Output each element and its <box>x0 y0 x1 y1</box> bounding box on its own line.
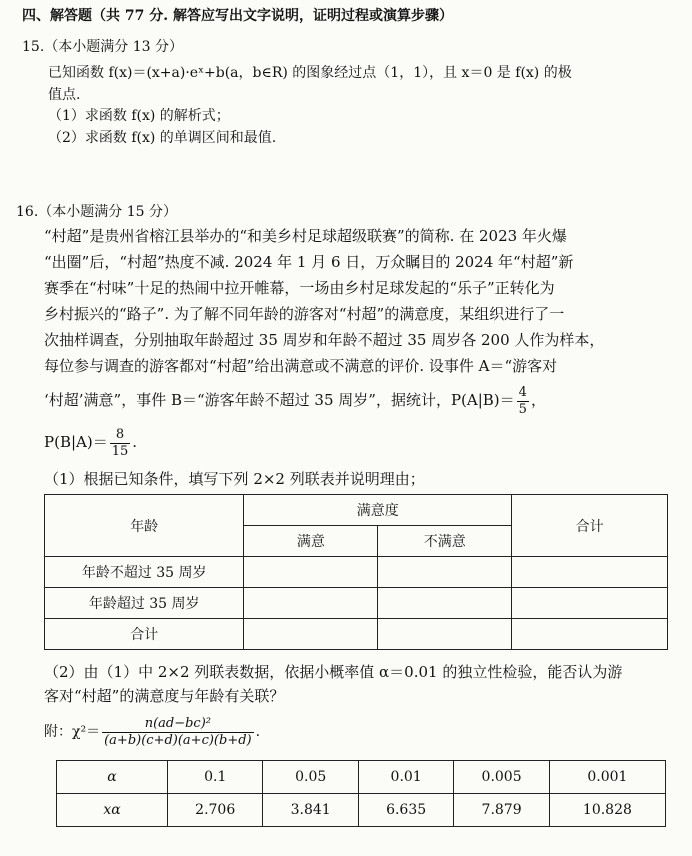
table1-cell-empty <box>378 557 512 588</box>
q15-number: 15.（本小题满分 13 分） <box>22 39 183 55</box>
formula-fraction <box>102 716 254 749</box>
table1-unsatisfied-header: 不满意 <box>378 526 512 557</box>
q16-line-3: 赛季在“村味”十足的热闹中拉开帷幕，一场由乡村足球发起的“乐子”正转化为 <box>44 279 555 297</box>
table1-cell-empty <box>378 588 512 619</box>
table1-cell-empty <box>244 557 378 588</box>
table-row <box>57 761 666 794</box>
section-header: 四、解答题（共 77 分. 解答应写出文字说明，证明过程或演算步骤） <box>22 8 453 24</box>
q15-stem-line2: 值点. <box>48 87 81 103</box>
table1-satisfied-header: 满意 <box>244 526 378 557</box>
alpha-value: 0.005 <box>454 761 549 794</box>
q15-part2: （2）求函数 f(x) 的单调区间和最值. <box>48 130 277 146</box>
table1-cell-empty <box>244 588 378 619</box>
pba-tail: . <box>132 433 138 451</box>
table-row <box>45 619 668 650</box>
alpha-value: 0.01 <box>358 761 453 794</box>
pab-numerator: 4 <box>518 384 527 400</box>
pba-text: P(B|A)＝ <box>44 433 108 451</box>
contingency-table <box>44 494 668 650</box>
q16-part2-line2: 客对“村超”的满意度与年龄有关联？ <box>44 687 285 705</box>
table1-satisfaction-header: 满意度 <box>244 495 512 526</box>
table1-cell-empty <box>378 619 512 650</box>
pba-numerator: 8 <box>110 427 131 444</box>
q15-part1: （1）求函数 f(x) 的解析式； <box>48 108 230 124</box>
q16-part2-line1: （2）由（1）中 2×2 列联表数据，依据小概率值 α＝0.01 的独立性检验，能否认为游 <box>44 663 623 681</box>
x-alpha-value: 2.706 <box>168 794 263 827</box>
table1-total-header: 合计 <box>512 495 668 557</box>
table1-age-header: 年龄 <box>45 495 244 557</box>
formula-numerator: n(ad−bc)² <box>102 716 254 733</box>
x-alpha-value: 3.841 <box>263 794 358 827</box>
alpha-value: 0.05 <box>263 761 358 794</box>
formula-tail: . <box>255 724 261 740</box>
q16-line7-text: ‘村超’满意”，事件 B＝“游客年龄不超过 35 周岁”，据统计，P(A|B)＝ <box>44 391 515 409</box>
pba-fraction <box>110 427 131 460</box>
q16-line-6: 每位参与调查的游客都对“村超”给出满意或不满意的评价. 设事件 A＝“游客对 <box>44 357 558 375</box>
table1-row-label: 年龄不超过 35 周岁 <box>45 557 244 588</box>
alpha-value: 0.001 <box>549 761 665 794</box>
q16-pba-line <box>44 424 137 460</box>
x-alpha-value: 10.828 <box>549 794 665 827</box>
q16-line-2: “出圈”后，“村超”热度不减. 2024 年 1 月 6 日，万众瞩目的 2024 年“村超”新 <box>44 253 574 271</box>
alpha-label: α <box>57 761 168 794</box>
pab-tail: ， <box>530 391 546 409</box>
table1-cell-empty <box>512 619 668 650</box>
q16-number: 16.（本小题满分 15 分） <box>16 204 177 220</box>
q15-stem-line1: 已知函数 f(x)＝(x+a)·eˣ+b(a，b∈R) 的图象经过点（1，1），且 x＝0 是 f(x) 的极 <box>48 65 572 81</box>
table-row <box>45 588 668 619</box>
q16-line-7 <box>44 382 546 418</box>
pab-fraction <box>517 385 529 418</box>
chi-square-formula <box>44 712 260 752</box>
table1-row-label: 合计 <box>45 619 244 650</box>
alpha-value: 0.1 <box>168 761 263 794</box>
q16-part1: （1）根据已知条件，填写下列 2×2 列联表并说明理由； <box>44 470 425 488</box>
formula-prefix: 附：χ²＝ <box>44 724 101 740</box>
q16-line-1: “村超”是贵州省榕江县举办的“和美乡村足球超级联赛”的简称. 在 2023 年火爆 <box>44 227 567 245</box>
pba-denominator: 15 <box>111 443 129 459</box>
x-alpha-value: 6.635 <box>358 794 453 827</box>
pab-denominator: 5 <box>518 401 527 417</box>
x-alpha-value: 7.879 <box>454 794 549 827</box>
table1-cell-empty <box>244 619 378 650</box>
table1-cell-empty <box>512 557 668 588</box>
formula-denominator: (a+b)(c+d)(a+c)(b+d) <box>104 732 252 748</box>
q16-line-5: 次抽样调查，分别抽取年龄超过 35 周岁和年龄不超过 35 周岁各 200 人作为样本， <box>44 331 605 349</box>
table-row <box>57 794 666 827</box>
table-row <box>45 557 668 588</box>
q16-line-4: 乡村振兴的“路子”. 为了解不同年龄的游客对“村超”的满意度，某组织进行了一 <box>44 305 565 323</box>
table1-cell-empty <box>512 588 668 619</box>
table1-row-label: 年龄超过 35 周岁 <box>45 588 244 619</box>
critical-value-table <box>56 760 666 827</box>
x-alpha-label: xα <box>57 794 168 827</box>
